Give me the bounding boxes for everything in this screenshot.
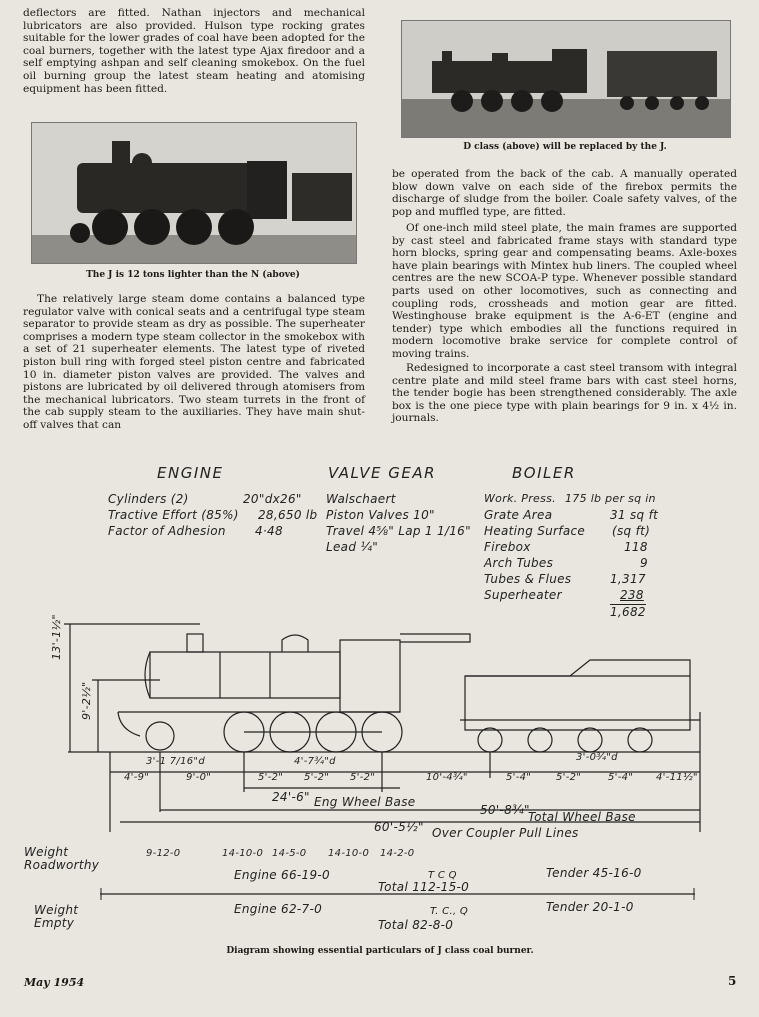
coupler-label: Over Coupler Pull Lines xyxy=(432,826,579,840)
driver-wheel-dim: 4'-7¾"d xyxy=(294,756,336,767)
eng-wheel-base-label: Eng Wheel Base xyxy=(314,795,416,809)
boiler-value: 1,317 xyxy=(610,572,646,586)
photo-right-caption: D class (above) will be replaced by the J. xyxy=(463,142,667,152)
boiler-label: Grate Area xyxy=(484,508,553,522)
boiler-label: Superheater xyxy=(484,588,562,602)
issue-date: May 1954 xyxy=(24,976,85,989)
spacing-dim: 9'-0" xyxy=(186,772,212,783)
engine-spec-label: Factor of Adhesion xyxy=(108,524,226,538)
page-number: 5 xyxy=(728,974,737,988)
boiler-label: Arch Tubes xyxy=(484,556,554,570)
spacing-dim: 5'-2" xyxy=(556,772,582,783)
total-wheel-base-label: Total Wheel Base xyxy=(528,810,636,824)
d-class-photo xyxy=(401,20,731,138)
total-wheel-base-value: 50'-8¾" xyxy=(480,803,530,817)
paragraph-5: Redesigned to incorporate a cast steel transom with integral centre plate and mild steel frame bars with cast steel horns, the tender bogie has been strengthened considerably. The axle box is the one piece type with plain bearings for 9 in. x 4½ in. journals. xyxy=(392,362,737,425)
boiler-heading: BOILER xyxy=(512,464,576,482)
eng-wheel-base-value: 24'-6" xyxy=(272,790,310,804)
locomotive-silhouette-icon xyxy=(402,21,730,137)
engine-empty: Engine 62-7-0 xyxy=(234,902,323,916)
boiler-label: Firebox xyxy=(484,540,531,554)
engine-spec-value: 4·48 xyxy=(255,524,283,538)
tcq-header-2: T. C., Q xyxy=(430,906,469,917)
height-boiler-dim: 9'-2½" xyxy=(80,681,93,720)
spacing-dim: 5'-2" xyxy=(258,772,284,783)
valve-gear-heading: VALVE GEAR xyxy=(328,464,437,482)
tcq-header: T C Q xyxy=(428,870,457,881)
axle-load: 14-10-0 xyxy=(328,848,370,859)
tender-empty: Tender 20-1-0 xyxy=(546,900,634,914)
lead-wheel-dim: 3'-1 7/16"d xyxy=(146,756,205,767)
boiler-value: 238 xyxy=(620,588,644,602)
boiler-value: 9 xyxy=(640,556,648,570)
valve-gear-item: Lead ¼" xyxy=(326,540,379,554)
axle-load: 14-2-0 xyxy=(380,848,415,859)
tender-wheel-dim: 3'-0¾"d xyxy=(576,752,618,763)
boiler-label: Heating Surface xyxy=(484,524,586,538)
engine-heading: ENGINE xyxy=(157,464,224,482)
total-roadworthy: Total 112-15-0 xyxy=(378,880,470,894)
spacing-dim: 4'-9" xyxy=(124,772,150,783)
paragraph-2: The relatively large steam dome contains a balanced type regulator valve with conical seats and a centrifugal type steam separator to provide steam as dry as possible. The superheater comprises a modern type steam collector in the smokebox with a set of 21 superheater elements. The latest type of riveted piston bull ring with forged steel piston centre and fabricated 10 in. diameter piston valves are provided. The valves and pistons are lubricated by oil delivered through atomisers from the mechanical lubricators. Two steam turrets in the front of the cab supply steam to the auxiliaries. They have main shut-off valves that can xyxy=(23,293,365,431)
boiler-label: Tubes & Flues xyxy=(484,572,572,586)
axle-load: 14-10-0 xyxy=(222,848,264,859)
tender-roadworthy: Tender 45-16-0 xyxy=(546,866,642,880)
boiler-value: 118 xyxy=(624,540,648,554)
spacing-dim: 5'-2" xyxy=(304,772,330,783)
coupler-value: 60'-5½" xyxy=(374,820,424,834)
height-total-dim: 13'-1½" xyxy=(50,614,63,660)
weight-roadworthy-label: Weight Roadworthy xyxy=(24,845,100,872)
diagram-caption: Diagram showing essential particulars of J class coal burner. xyxy=(226,946,534,956)
axle-load: 14-5-0 xyxy=(272,848,307,859)
locomotive-diagram xyxy=(0,612,759,852)
engine-spec-label: Tractive Effort (85%) xyxy=(108,508,239,522)
photo-left-caption: The J is 12 tons lighter than the N (above) xyxy=(86,270,300,280)
axle-load: 9-12-0 xyxy=(146,848,181,859)
boiler-value: 175 lb per sq in xyxy=(565,492,656,505)
engine-spec-value: 28,650 lb xyxy=(258,508,318,522)
j-class-photo xyxy=(31,122,357,264)
spacing-dim: 5'-4" xyxy=(608,772,634,783)
boiler-value: 1,682 xyxy=(610,605,646,619)
locomotive-photo-icon xyxy=(32,123,356,263)
spacing-dim: 4'-11½" xyxy=(656,772,698,783)
valve-gear-item: Piston Valves 10" xyxy=(326,508,435,522)
engine-spec-value: 20"dx26" xyxy=(243,492,302,506)
engine-spec-label: Cylinders (2) xyxy=(108,492,189,506)
paragraph-3: be operated from the back of the cab. A manually operated blow down valve on each side of the firebox permits the discharge of sludge from the boiler. Coale safety valves, of the pop and muffled type, are fitted. xyxy=(392,168,737,218)
valve-gear-item: Walschaert xyxy=(326,492,396,506)
boiler-value: (sq ft) xyxy=(612,524,651,538)
valve-gear-item: Travel 4⅝" Lap 1 1/16" xyxy=(326,524,471,538)
boiler-label: Work. Press. xyxy=(484,492,556,505)
engine-roadworthy: Engine 66-19-0 xyxy=(234,868,330,882)
total-empty: Total 82-8-0 xyxy=(378,918,454,932)
spacing-dim: 5'-4" xyxy=(506,772,532,783)
spacing-dim: 5'-2" xyxy=(350,772,376,783)
paragraph-4: Of one-inch mild steel plate, the main frames are supported by cast steel and fabricated frame stays with standard type horn blocks, spring gear and compensating beams. Axle-boxes have plain bearings with Mintex hub liners. The coupled wheel centres are the new SCOA-P type. Whenever possible standard parts used on other locomotives, such as connecting and coupling rods, crossheads and motion gear are fitted. Westinghouse brake equipment is the A-6-ET (engine and tender) type which embodies all the functions required in modern locomotive brake service for complete control of moving trains. xyxy=(392,222,737,360)
paragraph-1: deflectors are fitted. Nathan injectors and mechanical lubricators are also provided. Hulson type rocking grates suitable for the lower grades of coal have been adopted for the coal burners, together with the latest type Ajax firedoor and a self emptying ashpan and self cleaning smokebox. On the fuel oil burning group the latest steam heating and atomising equipment has been fitted. xyxy=(23,7,365,95)
spacing-dim: 10'-4¾" xyxy=(426,772,468,783)
weight-empty-label: Weight Empty xyxy=(34,903,79,930)
boiler-value: 31 sq ft xyxy=(610,508,659,522)
